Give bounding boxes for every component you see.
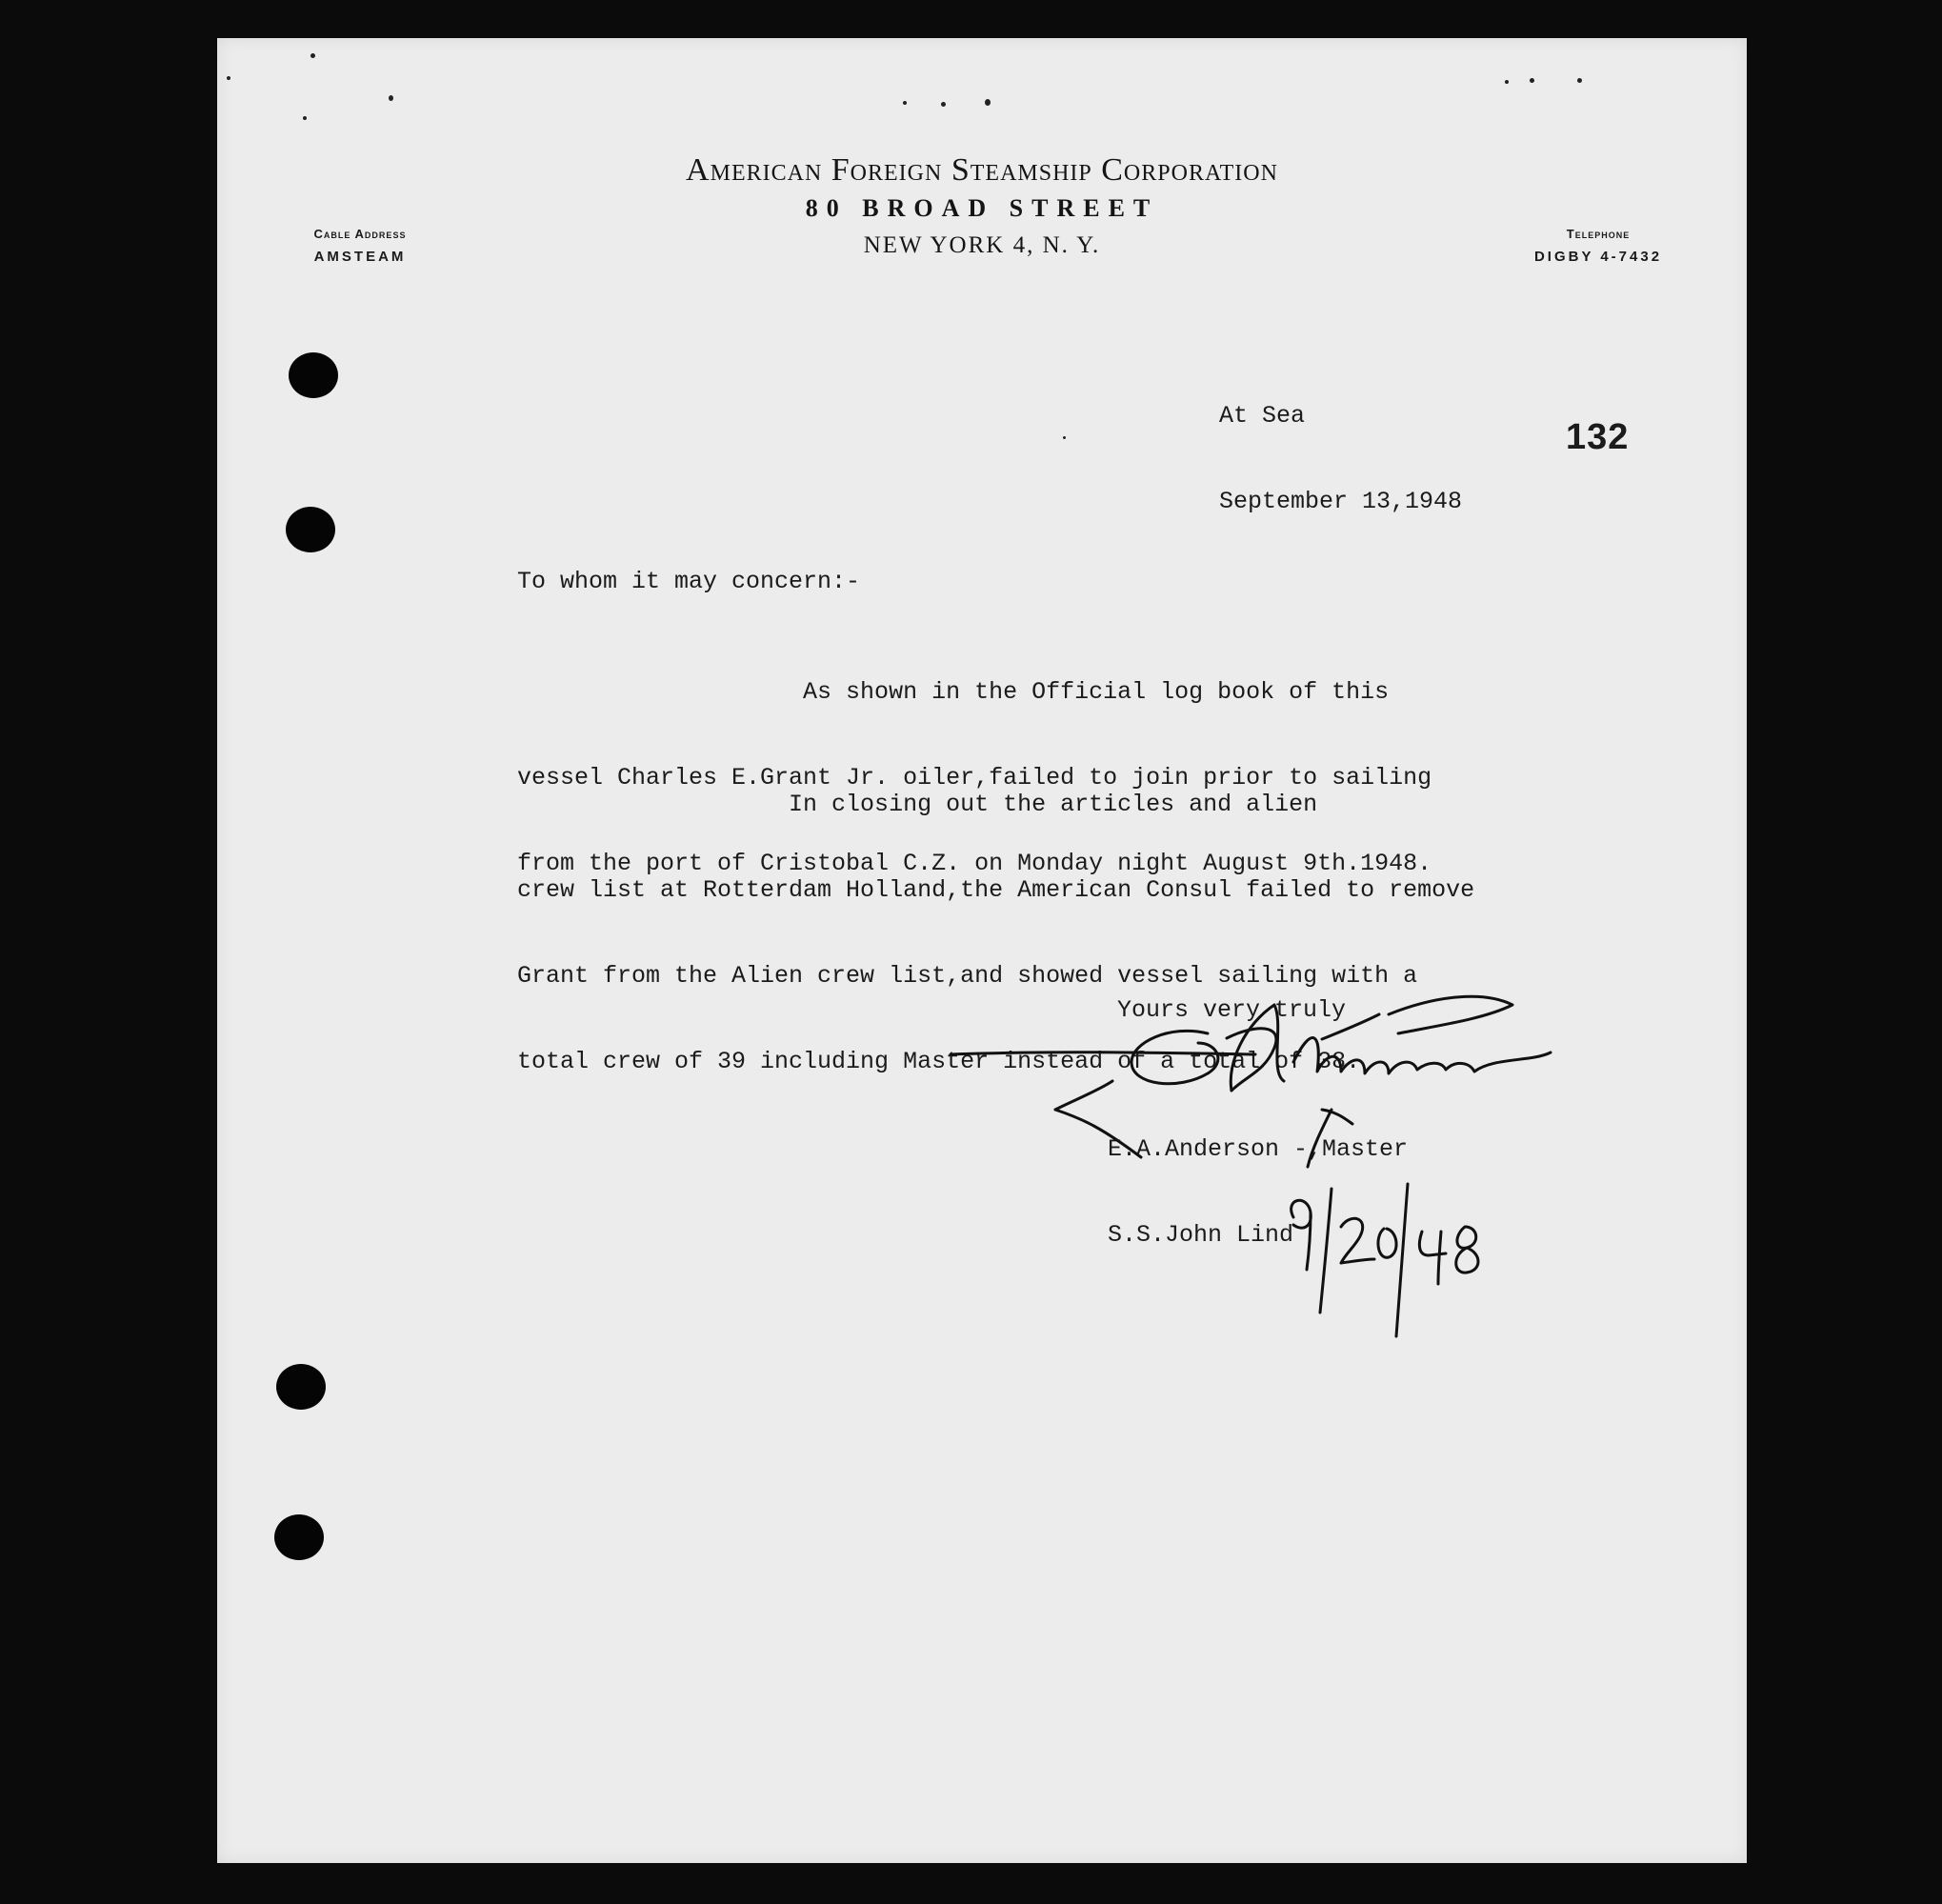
punch-hole xyxy=(286,507,335,552)
dateline-date: September 13,1948 xyxy=(1219,488,1463,515)
punch-hole xyxy=(276,1364,326,1410)
speck xyxy=(903,101,907,105)
letterhead-street: 80 BROAD STREET xyxy=(805,194,1159,222)
signer-vessel: S.S.John Lind xyxy=(1108,1221,1294,1249)
punch-hole xyxy=(274,1514,324,1560)
speck xyxy=(310,53,315,58)
handwritten-date-note xyxy=(1265,1179,1589,1351)
cable-address-block xyxy=(255,223,465,269)
punch-hole xyxy=(289,352,338,398)
paragraph-line: Grant from the Alien crew list,and showed vessel sailing with a xyxy=(517,962,1418,990)
paragraph-line: As shown in the Official log book of this xyxy=(517,678,1390,706)
telephone-value: DIGBY 4-7432 xyxy=(1533,249,1663,265)
handwritten-signature xyxy=(941,967,1798,1195)
speck xyxy=(389,95,393,101)
page-number-stamp: 132 xyxy=(1566,417,1630,457)
speck xyxy=(303,116,307,120)
paragraph-line: from the port of Cristobal C.Z. on Monday night August 9th.1948. xyxy=(517,850,1432,877)
speck xyxy=(1530,78,1534,83)
cable-address-label: Cable Address xyxy=(313,227,407,241)
speck xyxy=(1063,436,1066,439)
speck xyxy=(227,76,230,80)
letterhead-city: NEW YORK 4, N. Y. xyxy=(863,232,1101,258)
paragraph-line: crew list at Rotterdam Holland,the American Consul failed to remove xyxy=(517,876,1475,904)
telephone-label: Telephone xyxy=(1566,227,1631,241)
letter-page xyxy=(217,38,1747,1863)
paragraph-line: total crew of 39 including Master instead of a total of 38. xyxy=(517,1048,1361,1075)
speck xyxy=(941,102,946,107)
complimentary-close: Yours very truly xyxy=(1117,996,1347,1024)
paragraph-line: vessel Charles E.Grant Jr. oiler,failed to join prior to sailing xyxy=(517,764,1432,792)
cable-address-value: AMSTEAM xyxy=(313,249,407,265)
speck xyxy=(985,99,991,106)
salutation: To whom it may concern:- xyxy=(517,568,861,595)
paragraph-line: In closing out the articles and alien xyxy=(517,791,1318,818)
letterhead-company-name: American Foreign Steamship Corporation xyxy=(686,152,1278,188)
speck xyxy=(1577,78,1582,83)
dateline-place: At Sea xyxy=(1219,402,1306,430)
dateline xyxy=(1219,345,1462,573)
speck xyxy=(1505,80,1509,84)
signer-name: E.A.Anderson -,Master xyxy=(1108,1135,1409,1163)
telephone-block xyxy=(1493,223,1703,269)
